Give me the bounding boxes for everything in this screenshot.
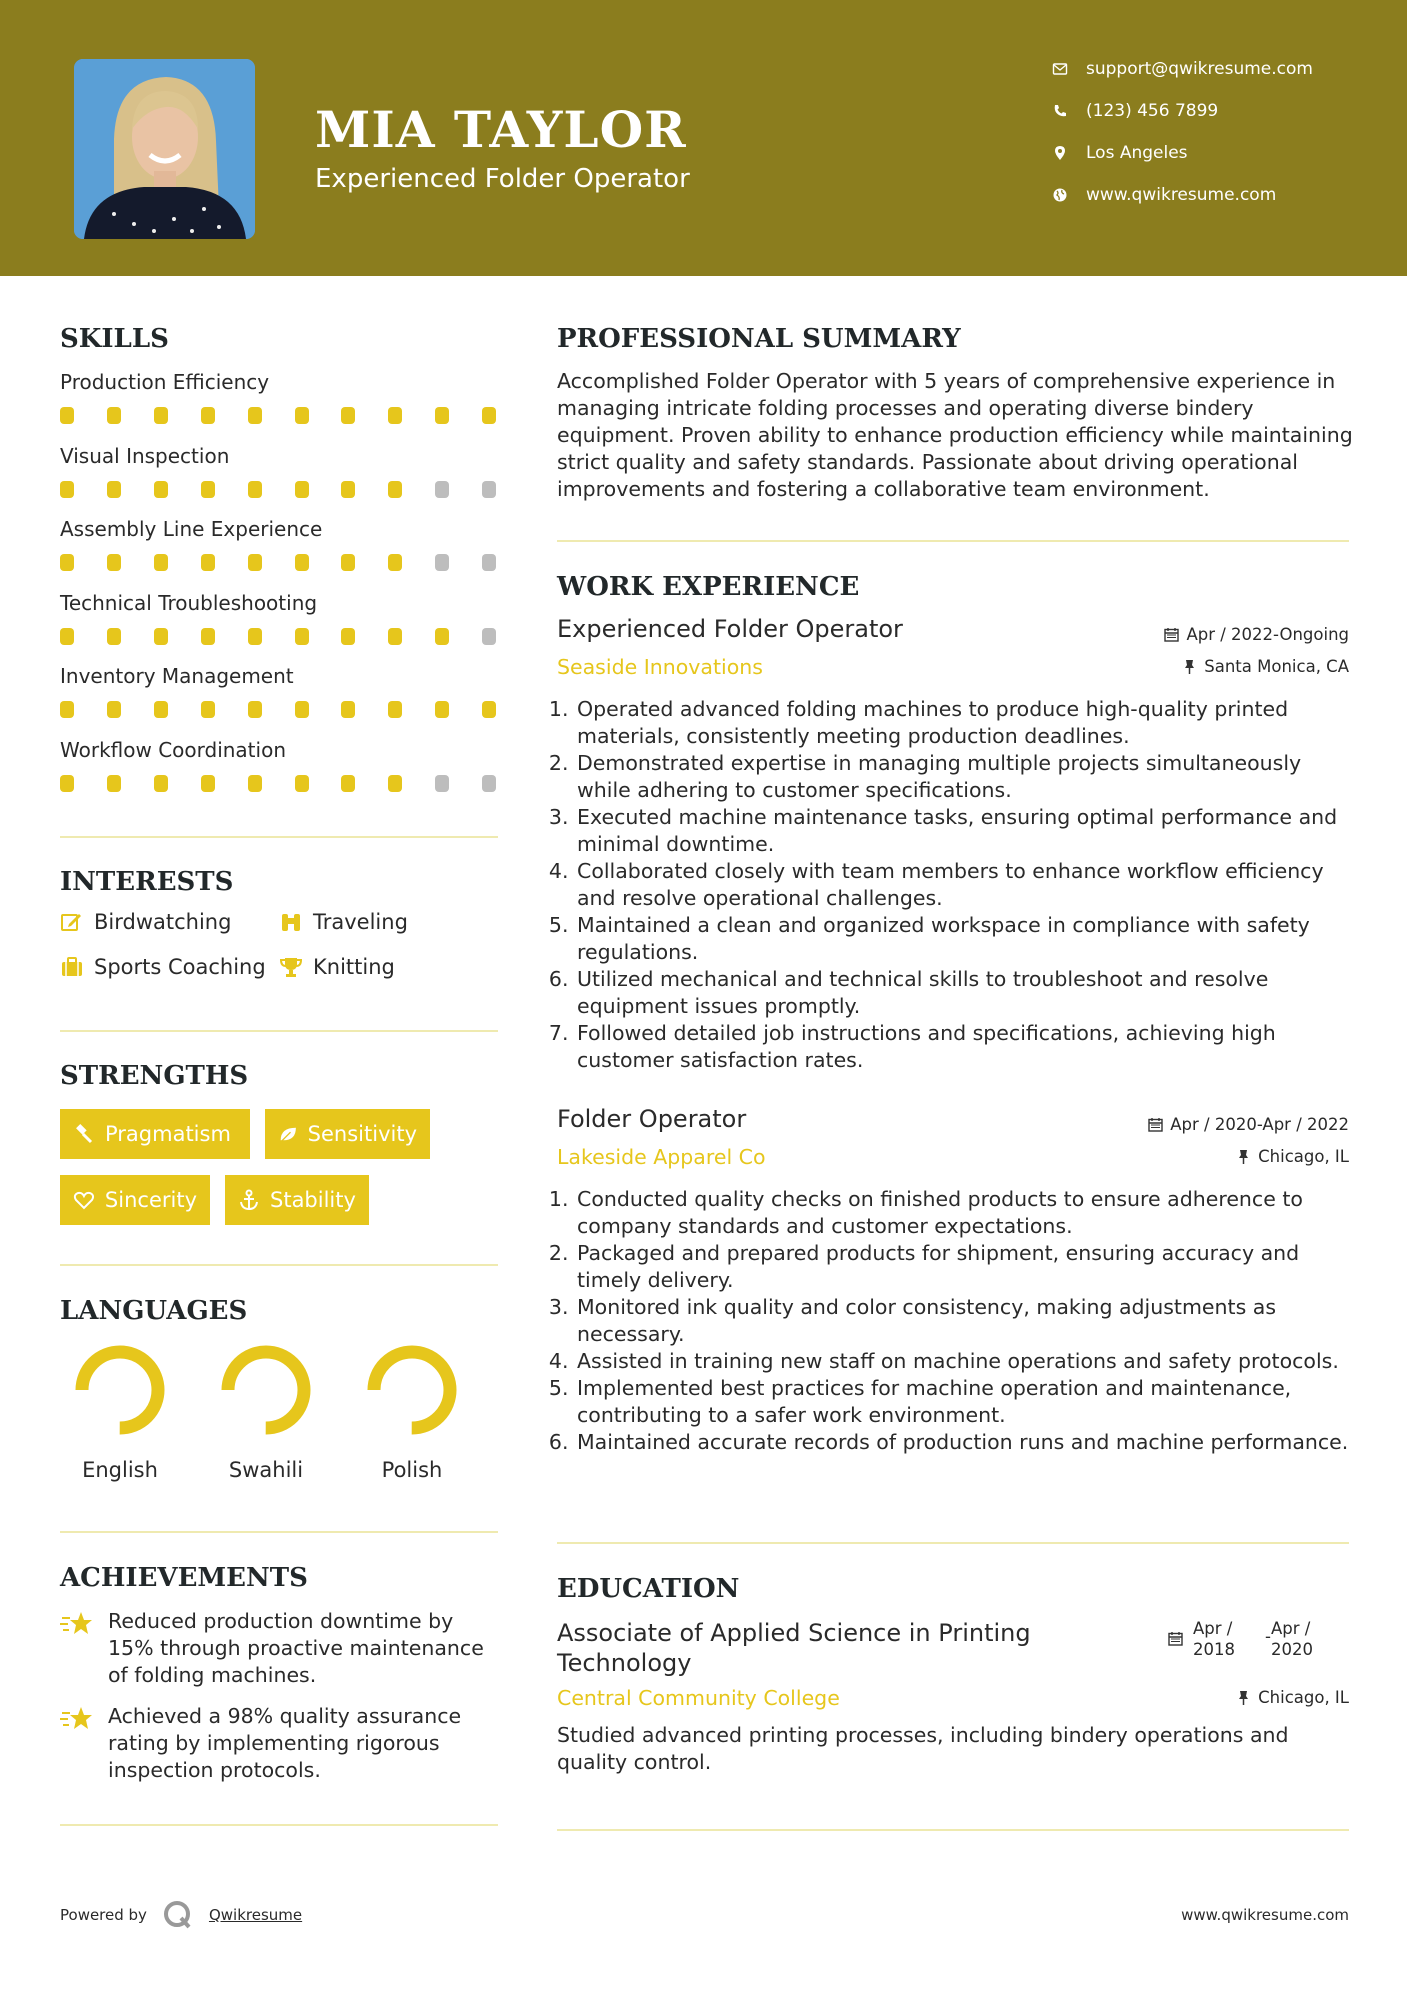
rating-dot-empty [482,554,496,571]
language-label: English [82,1458,158,1482]
job-dates-text: Apr / 2022-Ongoing [1186,625,1349,644]
rating-dot-filled [154,628,168,645]
language-proficiency-ring [72,1342,168,1438]
education-start [1193,1618,1235,1660]
rating-dot-filled [154,481,168,498]
duty-item: 1. Conducted quality checks on finished products to ensure adherence to company standards and customer expectations. [575,1186,1357,1240]
education-dates [1166,1618,1356,1662]
divider [557,1542,1349,1544]
rating-dot-filled [341,701,355,718]
strength-label: Stability [270,1188,356,1212]
rating-dot-filled [435,407,449,424]
calendar-icon [1148,1117,1163,1132]
star-icon [60,1610,94,1638]
divider [60,1264,498,1266]
education-description: Studied advanced printing processes, including bindery operations and quality control. [557,1723,1289,1774]
rating-dot-filled [295,775,309,792]
calendar-icon [1164,627,1179,642]
job-dates [1164,625,1349,644]
rating-dot-filled [201,481,215,498]
interest-label: Traveling [313,910,408,934]
skill-label: Workflow Coordination [60,737,286,762]
profile-photo [74,59,255,239]
achievements-heading: ACHIEVEMENTS [60,1563,308,1593]
rating-dot-filled [388,701,402,718]
strength-label: Pragmatism [105,1122,231,1146]
education-location [1236,1688,1349,1707]
contact-website[interactable] [1050,180,1390,210]
achievement-item [60,1703,500,1784]
rating-dot-filled [435,701,449,718]
rating-dot-filled [482,407,496,424]
job-dates-text: Apr / 2020-Apr / 2022 [1170,1115,1349,1134]
strengths-heading: STRENGTHS [60,1061,249,1091]
education-start-year: 2018 [1193,1640,1235,1659]
degree-title [557,1618,1031,1678]
pencil-square-icon [60,910,84,934]
duty-item: 6. Utilized mechanical and technical skills to troubleshoot and resolve equipment issues promptly. [575,966,1357,1020]
rating-dot-filled [107,775,121,792]
company-name: Lakeside Apparel Co [557,1145,766,1169]
rating-dot-filled [388,628,402,645]
rating-dot-filled [388,481,402,498]
skill-rating [60,481,500,499]
achievement-text: Achieved a 98% quality assurance rating by implementing rigorous inspection protocols. [108,1704,462,1782]
interest-item [60,910,231,934]
summary-heading: PROFESSIONAL SUMMARY [557,324,961,354]
summary-text: Accomplished Folder Operator with 5 years of comprehensive experience in managing intricate folding processes and operating diverse bindery equipment. Proven ability to enhance production efficiency while maintaining strict quality and safety standards. Passionate about driving operational improvements and fostering a collaborative team environment. [557,369,1353,501]
duty-item: 3. Executed machine maintenance tasks, ensuring optimal performance and minimal downtime. [575,804,1357,858]
job-duties-list [557,696,1357,1074]
rating-dot-filled [295,701,309,718]
duty-item: 4. Collaborated closely with team members to enhance workflow efficiency and resolve operational challenges. [575,858,1357,912]
envelope-icon [1050,61,1086,77]
duty-item: 5. Implemented best practices for machine operation and maintenance, contributing to a safer work environment. [575,1375,1357,1429]
footer-website[interactable]: www.qwikresume.com [1181,1906,1349,1924]
skill-label: Assembly Line Experience [60,517,323,541]
rating-dot-empty [435,481,449,498]
education-end [1271,1618,1313,1660]
skill-label: Inventory Management [60,664,294,688]
rating-dot-filled [201,775,215,792]
skill-rating [60,554,500,572]
achievement-text: Reduced production downtime by 15% through proactive maintenance of folding machines. [108,1609,484,1687]
rating-dot-filled [60,701,74,718]
rating-dot-filled [154,775,168,792]
rating-dot-empty [482,628,496,645]
rating-dot-filled [60,481,74,498]
rating-dot-filled [295,554,309,571]
rating-dot-filled [341,481,355,498]
phone-icon [1050,103,1086,119]
rating-dot-empty [435,775,449,792]
skill-label: Visual Inspection [60,443,230,468]
strength-badge [225,1175,369,1225]
globe-icon [1050,187,1086,203]
rating-dot-filled [295,628,309,645]
job-location [1182,657,1349,676]
education-location-text: Chicago, IL [1258,1688,1349,1707]
duty-item: 3. Monitored ink quality and color consistency, making adjustments as necessary. [575,1294,1357,1348]
pushpin-icon [1236,1690,1251,1705]
rating-dot-filled [60,554,74,571]
contact-location [1050,138,1390,168]
rating-dot-filled [248,775,262,792]
divider [60,1824,498,1826]
rating-dot-filled [482,701,496,718]
interest-label: Birdwatching [94,910,232,934]
star-icon [60,1705,94,1733]
rating-dot-filled [388,554,402,571]
education-end-year: 2020 [1271,1640,1313,1659]
anchor-icon [238,1189,260,1211]
job-duties-list [557,1186,1357,1456]
interest-label: Sports Coaching [94,955,266,979]
rating-dot-empty [482,775,496,792]
rating-dot-filled [107,701,121,718]
divider [557,540,1349,542]
language-label: Polish [381,1458,443,1482]
contact-location-text: Los Angeles [1086,143,1188,163]
interest-item [279,910,408,934]
interest-label: Knitting [313,955,395,979]
duty-item: 1. Operated advanced folding machines to produce high-quality printed materials, consistently meeting production deadlines. [575,696,1357,750]
degree-line-2: Technology [557,1649,692,1677]
skill-label: Production Efficiency [60,370,270,394]
degree-line-1: Associate of Applied Science in Printing [557,1619,1031,1647]
interest-item [279,955,395,979]
binoculars-icon [279,910,303,934]
achievement-item [60,1608,500,1689]
rating-dot-empty [435,554,449,571]
rating-dot-filled [248,407,262,424]
education-heading: EDUCATION [557,1574,740,1604]
rating-dot-filled [341,775,355,792]
powered-by-label: Powered by [60,1906,147,1924]
trophy-icon [279,955,303,979]
map-pin-icon [1050,145,1086,161]
briefcase-icon [60,955,84,979]
rating-dot-filled [201,701,215,718]
language-proficiency-ring [364,1342,460,1438]
strength-label: Sensitivity [307,1122,417,1146]
contact-phone[interactable] [1050,96,1390,126]
company-name: Seaside Innovations [557,655,763,679]
rating-dot-filled [107,407,121,424]
rating-dot-filled [60,407,74,424]
qwikresume-logo-icon [163,1900,193,1930]
divider [60,1030,498,1032]
rating-dot-filled [107,481,121,498]
rating-dot-filled [435,628,449,645]
rating-dot-filled [341,407,355,424]
rating-dot-filled [388,775,402,792]
rating-dot-filled [60,775,74,792]
divider [60,836,498,838]
duty-item: 4. Assisted in training new staff on machine operations and safety protocols. [575,1348,1357,1375]
date-separator: - [1265,1627,1271,1646]
contact-email-text: support@qwikresume.com [1086,59,1313,79]
candidate-title: Experienced Folder Operator [315,164,690,194]
education-end-month: Apr / [1271,1619,1311,1638]
rating-dot-filled [295,407,309,424]
leaf-icon [278,1123,298,1145]
rating-dot-filled [341,554,355,571]
footer-powered [60,1900,302,1930]
strength-label: Sincerity [104,1188,197,1212]
rating-dot-filled [341,628,355,645]
contact-website-text: www.qwikresume.com [1086,185,1277,205]
divider [60,1531,498,1533]
rating-dot-filled [60,628,74,645]
contact-phone-text: (123) 456 7899 [1086,101,1219,121]
contact-email[interactable] [1050,54,1390,84]
rating-dot-filled [201,554,215,571]
rating-dot-filled [201,628,215,645]
rating-dot-filled [248,554,262,571]
skill-rating [60,775,500,793]
job-location [1236,1147,1349,1166]
gavel-icon [73,1123,95,1145]
pushpin-icon [1182,659,1197,674]
resume-header [0,0,1407,276]
rating-dot-filled [295,481,309,498]
experience-heading: WORK EXPERIENCE [557,572,860,602]
candidate-name: MIA TAYLOR [315,100,687,159]
heart-icon [73,1189,95,1211]
divider [557,1829,1349,1831]
rating-dot-filled [107,628,121,645]
school-name: Central Community College [557,1686,840,1710]
languages-heading: LANGUAGES [60,1296,248,1326]
strength-badge [60,1175,210,1225]
strength-badge [265,1109,430,1159]
language-item [60,1342,180,1482]
duty-item: 2. Packaged and prepared products for shipment, ensuring accuracy and timely delivery. [575,1240,1357,1294]
language-item [352,1342,472,1482]
education-start-month: Apr / [1193,1619,1233,1638]
skill-rating [60,407,500,425]
calendar-icon [1168,1631,1183,1646]
duty-item: 6. Maintained accurate records of production runs and machine performance. [575,1429,1357,1456]
skill-label: Technical Troubleshooting [60,590,318,615]
job-location-text: Santa Monica, CA [1204,657,1349,676]
rating-dot-filled [154,554,168,571]
duty-item: 7. Followed detailed job instructions and specifications, achieving high customer satisfaction rates. [575,1020,1357,1074]
skill-rating [60,628,500,646]
language-item [206,1342,326,1482]
rating-dot-empty [482,481,496,498]
strength-badge [60,1109,250,1159]
language-proficiency-ring [218,1342,314,1438]
rating-dot-filled [154,407,168,424]
rating-dot-filled [107,554,121,571]
job-title: Folder Operator [557,1105,747,1133]
duty-item: 5. Maintained a clean and organized workspace in compliance with safety regulations. [575,912,1357,966]
job-dates [1148,1115,1349,1134]
interests-heading: INTERESTS [60,867,234,897]
rating-dot-filled [154,701,168,718]
duty-item: 2. Demonstrated expertise in managing multiple projects simultaneously while adhering to customer specifications. [575,750,1357,804]
rating-dot-filled [248,481,262,498]
skill-rating [60,701,500,719]
interest-item [60,955,266,979]
qwikresume-link[interactable]: Qwikresume [208,1906,303,1924]
skills-heading: SKILLS [60,324,169,354]
job-location-text: Chicago, IL [1258,1147,1349,1166]
job-title: Experienced Folder Operator [557,615,903,643]
rating-dot-filled [248,701,262,718]
rating-dot-filled [248,628,262,645]
rating-dot-filled [201,407,215,424]
pushpin-icon [1236,1149,1251,1164]
language-label: Swahili [228,1458,304,1482]
rating-dot-filled [388,407,402,424]
